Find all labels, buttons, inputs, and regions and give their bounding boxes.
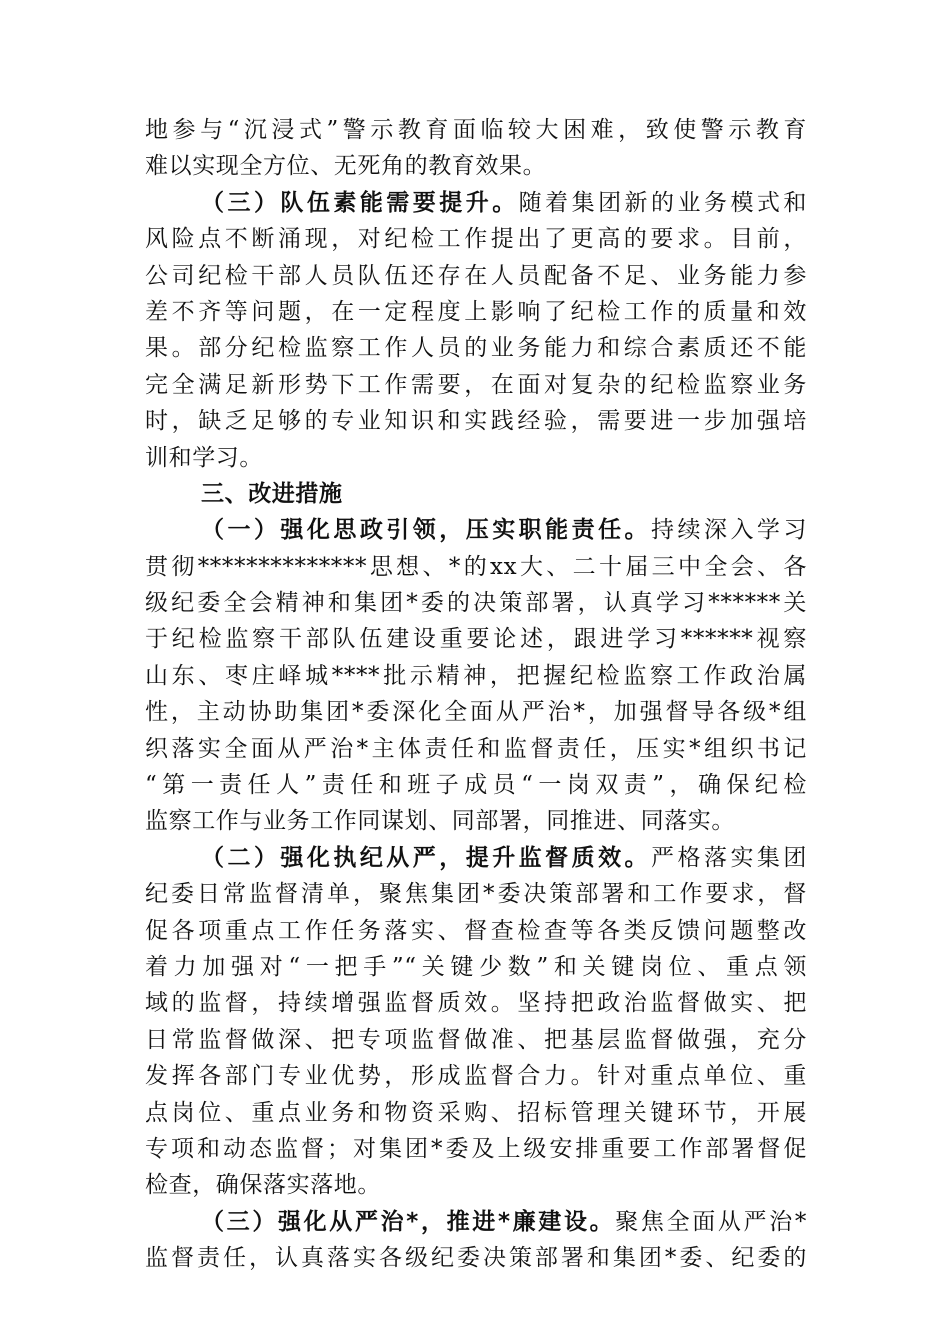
line-text: 发挥各部门专业优势，形成监督合力。针对重点单位、重 (145, 1063, 807, 1090)
text-line (145, 148, 807, 184)
line-text: 织落实全面从严治*主体责任和监督责任，压实*组织书记 (145, 735, 807, 762)
document-page (145, 112, 807, 1277)
paragraph-lead: （一）强化思政引领，压实职能责任。 (201, 517, 652, 544)
line-text: 着力加强对“一把手”“关键少数”和关键岗位、重点领 (145, 953, 807, 980)
line-text: 日常监督做深、把专项监督做准、把基层监督做强，充分 (145, 1026, 807, 1053)
section-heading-text: 三、改进措施 (201, 480, 343, 507)
line-text: 性，主动协助集团*委深化全面从严治*，加强督导各级*组 (145, 699, 807, 726)
text-line (145, 621, 807, 657)
text-line (145, 1022, 807, 1058)
paragraph-lead: （三）队伍素能需要提升。 (201, 189, 519, 216)
text-line (145, 258, 807, 294)
text-line (145, 221, 807, 257)
text-line (145, 512, 807, 548)
line-text: 点岗位、重点业务和物资采购、招标管理关键环节，开展 (145, 1099, 807, 1126)
line-text: 难以实现全方位、无死角的教育效果。 (145, 153, 547, 180)
line-text: 随着集团新的业务模式和 (518, 189, 807, 216)
text-line (145, 1131, 807, 1167)
line-text: 于纪检监察干部队伍建设重要论述，跟进学习******视察 (145, 626, 807, 653)
line-text: 风险点不断涌现，对纪检工作提出了更高的要求。目前， (145, 226, 807, 253)
line-text: 地参与“沉浸式”警示教育面临较大困难，致使警示教育 (145, 117, 807, 143)
text-line (145, 767, 807, 803)
line-text: 公司纪检干部人员队伍还存在人员配备不足、业务能力参 (145, 262, 807, 289)
text-line (145, 549, 807, 585)
text-line (145, 585, 807, 621)
line-text: 贯彻**************思想、*的xx大、二十届三中全会、各 (145, 553, 807, 580)
line-text: 严格落实集团 (651, 844, 807, 871)
line-text: 时，缺乏足够的专业知识和实践经验，需要进一步加强培 (145, 408, 807, 435)
line-text: 纪委日常监督清单，聚焦集团*委决策部署和工作要求，督 (145, 881, 807, 908)
line-text: 果。部分纪检监察工作人员的业务能力和综合素质还不能 (145, 335, 807, 362)
line-text: 检查，确保落实落地。 (145, 1172, 381, 1199)
paragraph-lead: （二）强化执纪从严，提升监督质效。 (201, 844, 652, 871)
text-line (145, 1095, 807, 1131)
line-text: 级纪委全会精神和集团*委的决策部署，认真学习******关 (145, 590, 807, 617)
line-text: 差不齐等问题，在一定程度上影响了纪检工作的质量和效 (145, 298, 807, 325)
section-heading (145, 476, 807, 512)
text-line (145, 330, 807, 366)
text-line (145, 1204, 807, 1240)
text-line (145, 294, 807, 330)
line-text: 专项和动态监督；对集团*委及上级安排重要工作部署督促 (145, 1135, 807, 1162)
text-line (145, 185, 807, 221)
line-text: 域的监督，持续增强监督质效。坚持把政治监督做实、把 (145, 990, 807, 1017)
text-line (145, 440, 807, 476)
line-text: 聚焦全面从严治* (615, 1208, 807, 1235)
text-line (145, 1240, 807, 1276)
line-text: 持续深入学习 (651, 517, 807, 544)
text-line (145, 1167, 807, 1203)
text-line (145, 367, 807, 403)
line-text: 监察工作与业务工作同谋划、同部署，同推进、同落实。 (145, 808, 735, 835)
line-text: 训和学习。 (145, 444, 263, 471)
line-text: 山东、枣庄峄城****批示精神，把握纪检监察工作政治属 (145, 662, 807, 689)
text-line (145, 803, 807, 839)
line-text: 促各项重点工作任务落实、督查检查等各类反馈问题整改 (145, 917, 807, 944)
line-text: 监督责任，认真落实各级纪委决策部署和集团*委、纪委的 (145, 1245, 807, 1272)
text-line (145, 731, 807, 767)
paragraph-lead: （三）强化从严治*，推进*廉建设。 (201, 1208, 616, 1235)
line-text: 完全满足新形势下工作需要，在面对复杂的纪检监察业务 (145, 371, 807, 398)
text-line (145, 694, 807, 730)
text-line (145, 913, 807, 949)
text-line (145, 876, 807, 912)
text-line (145, 112, 807, 148)
text-line (145, 1058, 807, 1094)
text-line (145, 840, 807, 876)
text-line (145, 403, 807, 439)
text-line (145, 658, 807, 694)
line-text: “第一责任人”责任和班子成员“一岗双责”，确保纪检 (145, 772, 807, 799)
text-line (145, 985, 807, 1021)
text-line (145, 949, 807, 985)
